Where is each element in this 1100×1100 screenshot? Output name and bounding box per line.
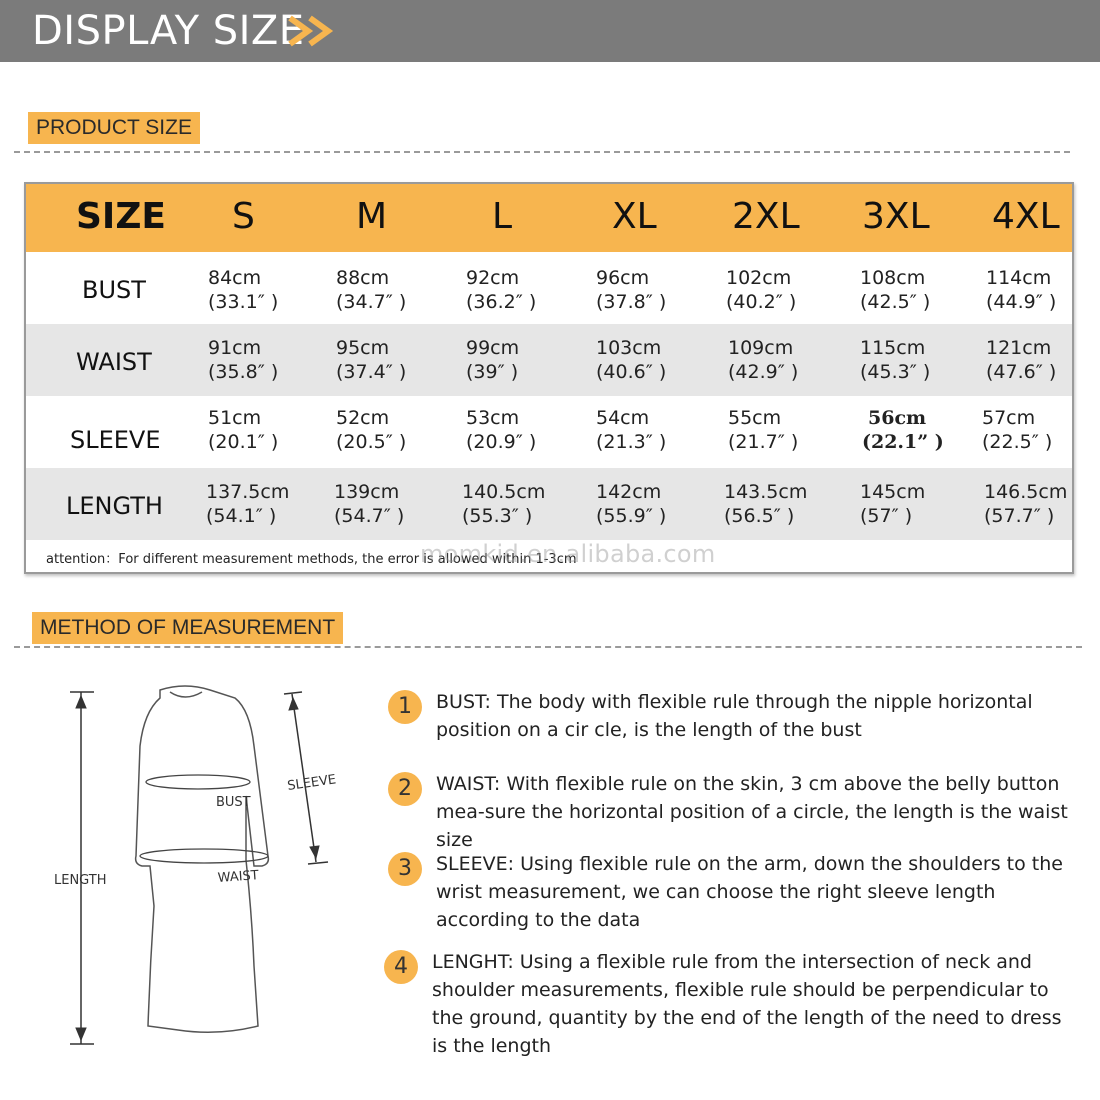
table-cell: 121cm (47.6″ ) bbox=[986, 337, 1057, 383]
divider bbox=[14, 151, 1070, 153]
row-label: SLEEVE bbox=[70, 426, 161, 454]
size-header-label: SIZE bbox=[76, 196, 167, 237]
instruction-text: BUST: The body with flexible rule through the nipple horizontal position on a cir cle, is the length of the bust bbox=[436, 691, 1033, 741]
figure-label-waist: WAIST bbox=[217, 868, 260, 886]
divider bbox=[14, 646, 1082, 648]
size-col-m: M bbox=[356, 196, 388, 237]
instruction-item bbox=[388, 850, 1078, 940]
size-col-2xl: 2XL bbox=[732, 196, 800, 237]
table-cell: 114cm (44.9″ ) bbox=[986, 267, 1057, 313]
table-cell: 53cm (20.9″ ) bbox=[466, 407, 537, 453]
table-cell: 56cm (22.1” ) bbox=[862, 407, 944, 453]
size-col-s: S bbox=[232, 196, 255, 237]
table-cell: 103cm (40.6″ ) bbox=[596, 337, 667, 383]
table-cell: 54cm (21.3″ ) bbox=[596, 407, 667, 453]
length-arrow bbox=[70, 692, 94, 1044]
figure-label-length: LENGTH bbox=[54, 873, 107, 888]
table-row-bust bbox=[26, 252, 1072, 324]
table-cell: 92cm (36.2″ ) bbox=[466, 267, 537, 313]
instruction-text: SLEEVE: Using flexible rule on the arm, down the shoulders to the wrist measurement, we can choose the right sleeve length according to the data bbox=[436, 853, 1063, 931]
instruction-text: WAIST: With flexible rule on the skin, 3 cm above the belly button mea-sure the horizontal position of a circle, the length is the waist size bbox=[436, 773, 1068, 851]
table-cell: 84cm (33.1″ ) bbox=[208, 267, 279, 313]
table-row-length bbox=[26, 468, 1072, 540]
table-cell: 142cm (55.9″ ) bbox=[596, 481, 667, 527]
step-number-badge: 2 bbox=[388, 772, 422, 806]
row-label: WAIST bbox=[76, 348, 152, 376]
watermark: momkid.en.alibaba.com bbox=[420, 540, 716, 568]
dress-measurement-figure bbox=[40, 676, 360, 1076]
table-cell: 95cm (37.4″ ) bbox=[336, 337, 407, 383]
table-cell: 102cm (40.2″ ) bbox=[726, 267, 797, 313]
size-table bbox=[24, 182, 1074, 574]
table-cell: 145cm (57″ ) bbox=[860, 481, 926, 527]
size-col-3xl: 3XL bbox=[862, 196, 930, 237]
table-cell: 96cm (37.8″ ) bbox=[596, 267, 667, 313]
dress-outline bbox=[136, 686, 269, 1032]
product-size-heading: PRODUCT SIZE bbox=[28, 112, 200, 144]
step-number-badge: 3 bbox=[388, 852, 422, 886]
table-cell: 108cm (42.5″ ) bbox=[860, 267, 931, 313]
row-label: LENGTH bbox=[66, 492, 163, 520]
table-cell: 55cm (21.7″ ) bbox=[728, 407, 799, 453]
instruction-item bbox=[388, 688, 1078, 752]
instruction-item bbox=[384, 948, 1074, 1057]
instruction-item bbox=[388, 770, 1078, 851]
table-header-row bbox=[26, 184, 1072, 252]
table-cell: 109cm (42.9″ ) bbox=[728, 337, 799, 383]
table-cell: 139cm (54.7″ ) bbox=[334, 481, 405, 527]
banner-title: DISPLAY SIZE bbox=[32, 8, 305, 54]
table-cell: 51cm (20.1″ ) bbox=[208, 407, 279, 453]
instruction-text: LENGHT: Using a flexible rule from the intersection of neck and shoulder measurements, flexible rule should be perpendicular to the ground, quantity by the end of the length of the need to dress is the length bbox=[432, 951, 1062, 1057]
step-number-badge: 4 bbox=[384, 950, 418, 984]
method-heading: METHOD OF MEASUREMENT bbox=[32, 612, 343, 644]
table-row-waist bbox=[26, 324, 1072, 396]
table-cell: 52cm (20.5″ ) bbox=[336, 407, 407, 453]
table-row-sleeve bbox=[26, 396, 1072, 468]
table-cell: 115cm (45.3″ ) bbox=[860, 337, 931, 383]
size-col-4xl: 4XL bbox=[992, 196, 1060, 237]
size-col-xl: XL bbox=[612, 196, 657, 237]
table-cell: 88cm (34.7″ ) bbox=[336, 267, 407, 313]
figure-label-bust: BUST bbox=[216, 795, 251, 810]
size-col-l: L bbox=[492, 196, 513, 237]
step-number-badge: 1 bbox=[388, 690, 422, 724]
table-cell: 140.5cm (55.3″ ) bbox=[462, 481, 546, 527]
table-cell: 57cm (22.5″ ) bbox=[982, 407, 1053, 453]
table-cell: 143.5cm (56.5″ ) bbox=[724, 481, 808, 527]
table-cell: 146.5cm (57.7″ ) bbox=[984, 481, 1068, 527]
figure-label-sleeve: SLEEVE bbox=[286, 772, 338, 794]
table-cell: 91cm (35.8″ ) bbox=[208, 337, 279, 383]
double-chevron-right-icon bbox=[286, 14, 340, 48]
attention-note: attention：For different measurement methods, the error is allowed within 1-3cm bbox=[46, 552, 577, 567]
table-cell: 99cm (39″ ) bbox=[466, 337, 520, 383]
top-banner bbox=[0, 0, 1100, 62]
table-cell: 137.5cm (54.1″ ) bbox=[206, 481, 290, 527]
row-label: BUST bbox=[82, 276, 146, 304]
